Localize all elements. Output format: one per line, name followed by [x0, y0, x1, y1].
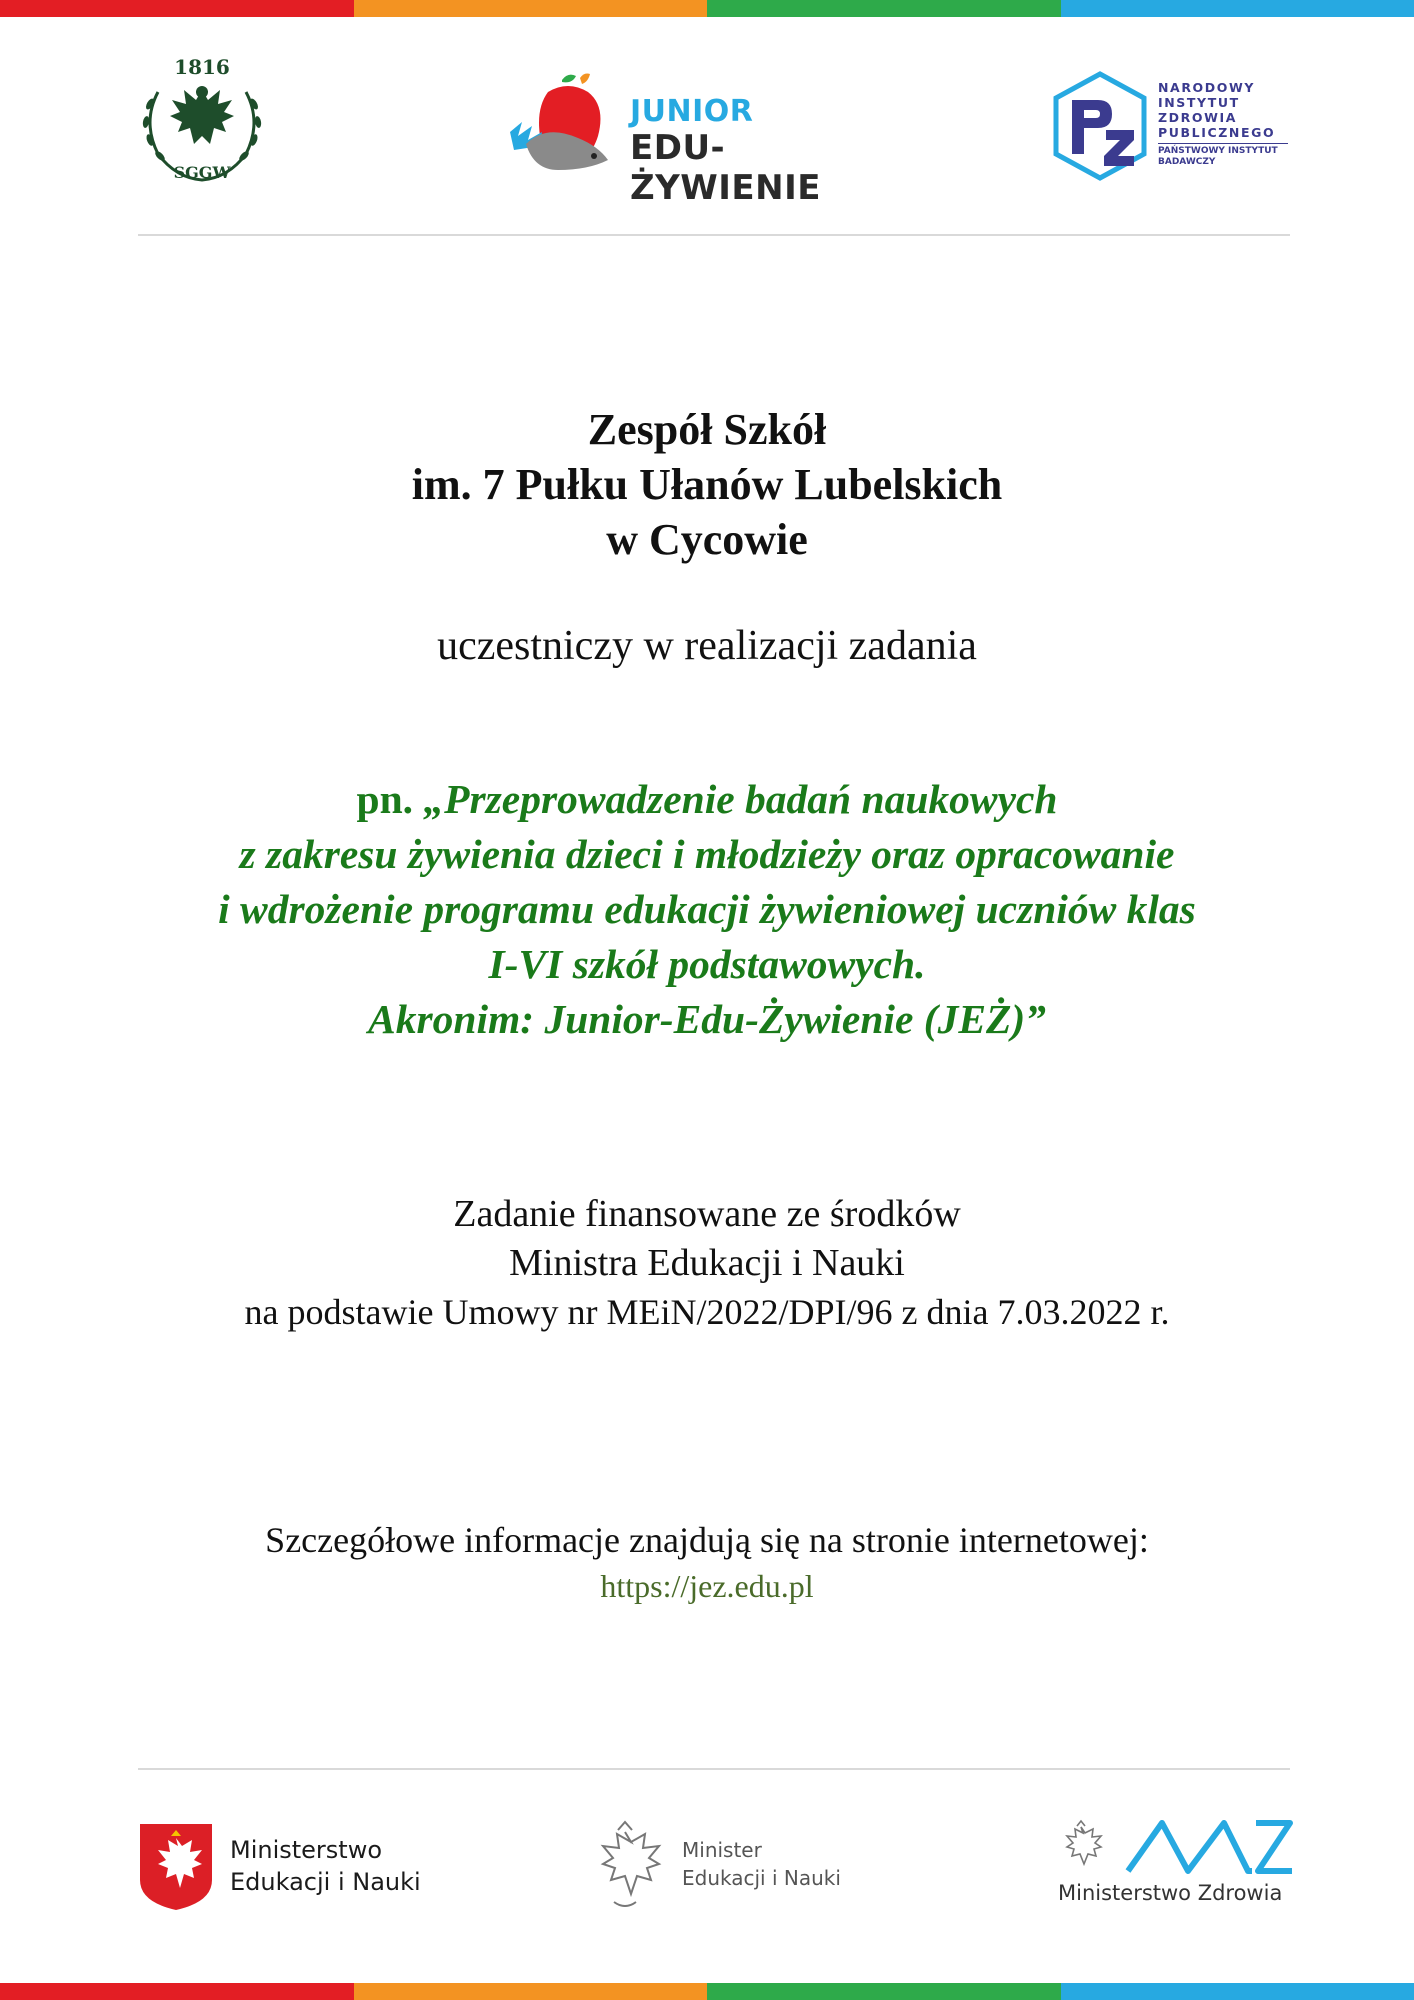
pzh-subtitle — [1158, 146, 1278, 168]
bottom-color-stripe — [0, 1983, 1414, 2000]
stripe-orange — [354, 1983, 708, 2000]
funding-line-3: na podstawie Umowy nr MEiN/2022/DPI/96 z dnia 7.03.2022 r. — [244, 1292, 1170, 1332]
funding-statement — [0, 1190, 1414, 1337]
minister-text — [682, 1836, 841, 1892]
info-text: Szczegółowe informacje znajdują się na stronie internetowej: — [265, 1520, 1149, 1560]
sggw-logo — [136, 52, 268, 190]
ministerstwo-zdrowia-logo — [1058, 1815, 1298, 1915]
school-line-2: im. 7 Pułku Ułanów Lubelskich — [411, 460, 1003, 509]
mz-wave-icon — [1124, 1815, 1294, 1875]
polish-eagle-gray-icon — [584, 1818, 666, 1914]
mein-line-2: Edukacji i Nauki — [230, 1868, 421, 1896]
info-section — [0, 1518, 1414, 1609]
stripe-orange — [354, 0, 708, 17]
mz-name: Ministerstwo Zdrowia — [1058, 1881, 1283, 1905]
funding-line-1: Zadanie finansowane ze środków — [453, 1193, 961, 1235]
school-line-3: w Cycowie — [606, 515, 808, 564]
mein-logo — [138, 1822, 438, 1912]
stripe-red — [0, 0, 354, 17]
pzh-name — [1158, 80, 1275, 140]
junior-text: JUNIOR — [630, 94, 754, 129]
pzh-sub-line: PAŃSTWOWY INSTYTUT — [1158, 146, 1278, 156]
task-line-1-text: „Przeprowadzenie badań naukowych — [423, 776, 1058, 822]
hedgehog-apple-icon — [508, 72, 628, 182]
stripe-red — [0, 1983, 354, 2000]
task-line-3: i wdrożenie programu edukacji żywieniowej uczniów klas — [218, 886, 1196, 932]
stripe-green — [707, 1983, 1061, 2000]
pzh-name-line: INSTYTUT — [1158, 95, 1240, 110]
minister-line-1: Minister — [682, 1838, 762, 1862]
school-line-1: Zespół Szkół — [587, 405, 827, 454]
mein-text — [230, 1834, 421, 1898]
pzh-name-line: ZDROWIA — [1158, 110, 1238, 125]
footer-divider — [138, 1768, 1290, 1770]
task-line-5: Akronim: Junior-Edu-Żywienie (JEŻ)” — [368, 996, 1046, 1042]
task-title — [0, 772, 1414, 1047]
sggw-emblem-icon — [136, 52, 268, 190]
website-link[interactable]: https://jez.edu.pl — [600, 1568, 814, 1604]
task-line-2: z zakresu żywienia dzieci i młodzieży oraz opracowanie — [239, 831, 1175, 877]
sggw-year: 1816 — [174, 55, 230, 79]
pzh-sub-line: BADAWCZY — [1158, 157, 1216, 167]
polish-eagle-small-icon — [1058, 1819, 1104, 1875]
minister-logo — [584, 1818, 884, 1914]
nizp-pzh-logo — [1050, 70, 1290, 182]
school-name — [0, 402, 1414, 567]
pzh-name-line: NARODOWY — [1158, 80, 1256, 95]
polish-eagle-shield-icon — [138, 1822, 214, 1912]
task-lead: pn. — [356, 776, 424, 822]
mein-line-1: Ministerstwo — [230, 1836, 383, 1864]
task-line-1 — [0, 772, 1414, 827]
edu-zywienie-text: EDU-ŻYWIENIE — [630, 128, 821, 208]
minister-line-2: Edukacji i Nauki — [682, 1866, 841, 1890]
sggw-name: SGGW — [173, 163, 231, 182]
pzh-name-line: PUBLICZNEGO — [1158, 125, 1276, 140]
junior-edu-zywienie-logo — [508, 72, 908, 208]
stripe-blue — [1061, 1983, 1414, 2000]
participation-statement: uczestniczy w realizacji zadania — [437, 623, 977, 669]
header-divider — [138, 234, 1290, 236]
stripe-green — [707, 0, 1061, 17]
task-line-4: I-VI szkół podstawowych. — [488, 941, 926, 987]
pzh-hexagon-icon — [1050, 70, 1150, 182]
funding-line-2: Ministra Edukacji i Nauki — [509, 1242, 905, 1284]
pzh-divider — [1158, 143, 1288, 144]
stripe-blue — [1061, 0, 1414, 17]
top-color-stripe — [0, 0, 1414, 17]
